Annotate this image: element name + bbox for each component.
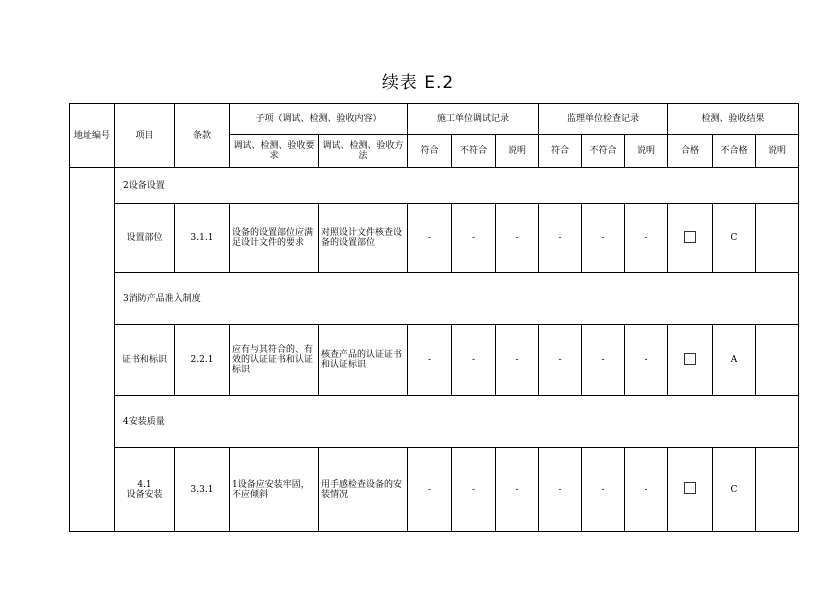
item-cell: 设置部位 [115,204,175,273]
header-method: 调试、检测、验收方法 [319,135,408,168]
construction-note-cell: - [496,448,539,532]
construction-conform-cell: - [408,448,452,532]
construction-note-cell: - [496,325,539,396]
unqualified-cell: C [713,448,756,532]
result-note-cell [756,204,799,273]
header-address: 地址编号 [70,104,115,168]
header-qualified: 合格 [668,135,713,168]
header-subitem: 子项（调试、检测、验收内容） [230,104,408,135]
construction-nonconform-cell: - [452,448,496,532]
supervision-note-cell: - [625,325,668,396]
item-number: 4.1 [137,479,152,490]
qualified-checkbox[interactable] [684,482,696,494]
qualified-checkbox[interactable] [684,231,696,243]
inspection-table [69,103,799,532]
clause-cell: 3.3.1 [175,448,230,532]
clause-cell: 3.1.1 [175,204,230,273]
header-clause: 条款 [175,104,230,168]
header-supervision-nonconform: 不符合 [582,135,625,168]
header-unqualified: 不合格 [713,135,756,168]
supervision-conform-cell: - [539,448,582,532]
construction-conform-cell: - [408,325,452,396]
qualified-checkbox[interactable] [684,353,696,365]
header-item: 项目 [115,104,175,168]
section-title: 4安装质量 [115,396,799,448]
qualified-cell [668,448,713,532]
item-label: 设备安装 [126,489,163,500]
page-title: 续表 E.2 [381,73,455,93]
requirement-cell: 应有与其符合的、有效的认证证书和认证标识 [230,325,319,396]
result-note-cell [756,448,799,532]
requirement-cell: 设备的设置部位应满足设计文件的要求 [230,204,319,273]
construction-nonconform-cell: - [452,204,496,273]
supervision-nonconform-cell: - [582,325,625,396]
item-cell [115,448,175,532]
supervision-note-cell: - [625,204,668,273]
supervision-conform-cell: - [539,204,582,273]
header-construction-nonconform: 不符合 [452,135,496,168]
address-cell [70,168,115,532]
clause-cell: 2.2.1 [175,325,230,396]
requirement-cell: 1设备应安装牢固，不应倾斜 [230,448,319,532]
header-construction-conform: 符合 [408,135,452,168]
method-cell: 核查产品的认证证书和认证标识 [319,325,408,396]
header-supervision-conform: 符合 [539,135,582,168]
method-cell: 用手感检查设备的安装情况 [319,448,408,532]
construction-note-cell: - [496,204,539,273]
section-title: 2设备设置 [115,168,799,204]
header-construction-note: 说明 [496,135,539,168]
supervision-nonconform-cell: - [582,204,625,273]
header-construction: 施工单位调试记录 [408,104,539,135]
construction-conform-cell: - [408,204,452,273]
construction-nonconform-cell: - [452,325,496,396]
item-cell: 证书和标识 [115,325,175,396]
header-supervision: 监理单位检查记录 [539,104,668,135]
header-result: 检测、验收结果 [668,104,799,135]
header-supervision-note: 说明 [625,135,668,168]
section-title: 3消防产品准入制度 [115,273,799,325]
supervision-note-cell: - [625,448,668,532]
unqualified-cell: A [713,325,756,396]
result-note-cell [756,325,799,396]
header-result-note: 说明 [756,135,799,168]
header-requirement: 调试、检测、验收要求 [230,135,319,168]
supervision-nonconform-cell: - [582,448,625,532]
qualified-cell [668,325,713,396]
supervision-conform-cell: - [539,325,582,396]
method-cell: 对照设计文件核查设备的设置部位 [319,204,408,273]
qualified-cell [668,204,713,273]
unqualified-cell: C [713,204,756,273]
